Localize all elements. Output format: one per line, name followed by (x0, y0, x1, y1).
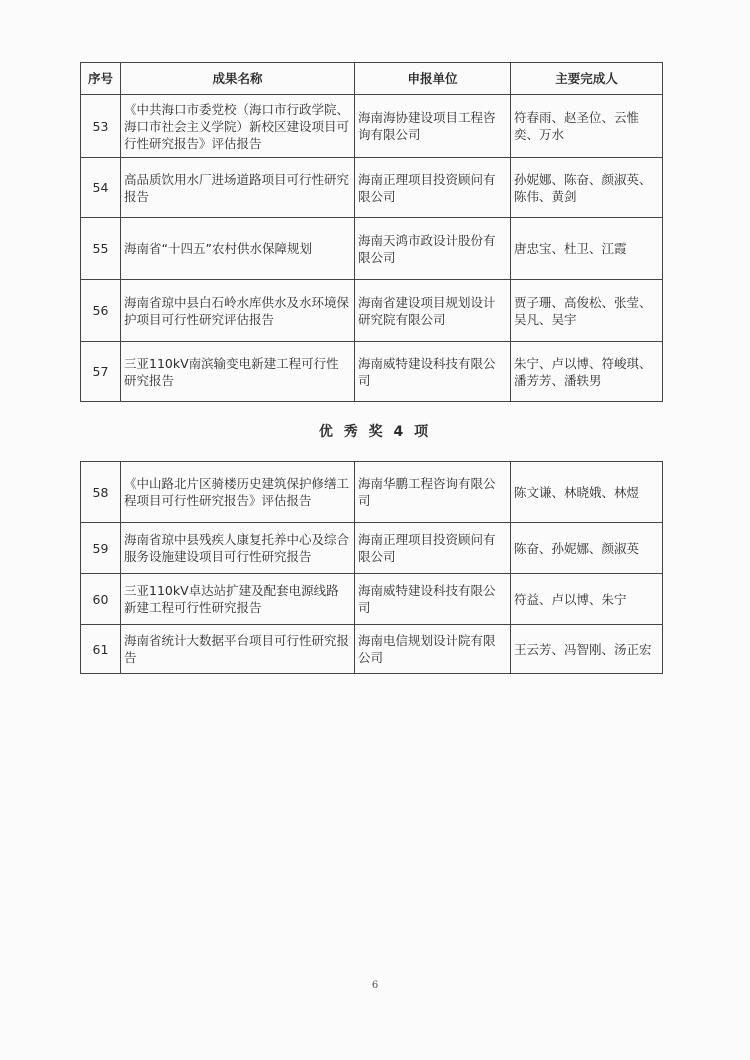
table-row (81, 95, 663, 158)
row-serial-number: 53 (81, 95, 121, 158)
row-main-contributors: 朱宁、卢以博、符峻琪、潘芳芳、潘轶男 (511, 342, 663, 402)
header-main-contributors: 主要完成人 (511, 63, 663, 95)
row-achievement-name: 《中共海口市委党校（海口市行政学院、海口市社会主义学院）新校区建设项目可行性研究报告》评估报告 (121, 95, 355, 158)
row-serial-number: 57 (81, 342, 121, 402)
row-applicant-unit: 海南华鹏工程咨询有限公司 (355, 462, 511, 523)
row-main-contributors: 王云芳、冯智刚、汤正宏 (511, 625, 663, 674)
header-serial-number: 序号 (81, 63, 121, 95)
table-row (81, 342, 663, 402)
row-main-contributors: 符春雨、赵圣位、云惟奕、万水 (511, 95, 663, 158)
row-main-contributors: 陈文谦、林晓娥、林煜 (511, 462, 663, 523)
row-achievement-name: 三亚110kV卓达站扩建及配套电源线路新建工程可行性研究报告 (121, 574, 355, 625)
row-applicant-unit: 海南省建设项目规划设计研究院有限公司 (355, 280, 511, 342)
header-achievement-name: 成果名称 (121, 63, 355, 95)
row-serial-number: 59 (81, 523, 121, 574)
awards-table-part1 (80, 62, 663, 402)
row-achievement-name: 《中山路北片区骑楼历史建筑保护修缮工程项目可行性研究报告》评估报告 (121, 462, 355, 523)
table-header-row (81, 63, 663, 95)
row-serial-number: 60 (81, 574, 121, 625)
header-applicant-unit: 申报单位 (355, 63, 511, 95)
row-main-contributors: 唐忠宝、杜卫、江霞 (511, 218, 663, 280)
page-number: 6 (371, 980, 379, 991)
row-achievement-name: 海南省琼中县残疾人康复托养中心及综合服务设施建设项目可行性研究报告 (121, 523, 355, 574)
row-applicant-unit: 海南天鸿市政设计股份有限公司 (355, 218, 511, 280)
table-row (81, 523, 663, 574)
row-main-contributors: 孙妮娜、陈奋、颜淑英、陈伟、黄剑 (511, 158, 663, 218)
row-serial-number: 56 (81, 280, 121, 342)
row-achievement-name: 海南省“十四五”农村供水保障规划 (121, 218, 355, 280)
table-row (81, 574, 663, 625)
row-serial-number: 61 (81, 625, 121, 674)
row-achievement-name: 高品质饮用水厂进场道路项目可行性研究报告 (121, 158, 355, 218)
row-applicant-unit: 海南威特建设科技有限公司 (355, 342, 511, 402)
awards-table-part2 (80, 461, 663, 674)
row-applicant-unit: 海南海协建设项目工程咨询有限公司 (355, 95, 511, 158)
section-title: 优 秀 奖 4 项 (318, 424, 432, 440)
row-applicant-unit: 海南正理项目投资顾问有限公司 (355, 523, 511, 574)
row-serial-number: 54 (81, 158, 121, 218)
row-applicant-unit: 海南威特建设科技有限公司 (355, 574, 511, 625)
table-row (81, 625, 663, 674)
row-main-contributors: 陈奋、孙妮娜、颜淑英 (511, 523, 663, 574)
row-achievement-name: 海南省统计大数据平台项目可行性研究报告 (121, 625, 355, 674)
row-achievement-name: 三亚110kV南滨输变电新建工程可行性研究报告 (121, 342, 355, 402)
row-main-contributors: 符益、卢以博、朱宁 (511, 574, 663, 625)
row-applicant-unit: 海南正理项目投资顾问有限公司 (355, 158, 511, 218)
row-applicant-unit: 海南电信规划设计院有限公司 (355, 625, 511, 674)
table-row (81, 218, 663, 280)
row-achievement-name: 海南省琼中县白石岭水库供水及水环境保护项目可行性研究评估报告 (121, 280, 355, 342)
table-row (81, 158, 663, 218)
row-main-contributors: 贾子珊、高俊松、张莹、吴凡、吴宇 (511, 280, 663, 342)
table-row (81, 462, 663, 523)
row-serial-number: 55 (81, 218, 121, 280)
row-serial-number: 58 (81, 462, 121, 523)
table-row (81, 280, 663, 342)
